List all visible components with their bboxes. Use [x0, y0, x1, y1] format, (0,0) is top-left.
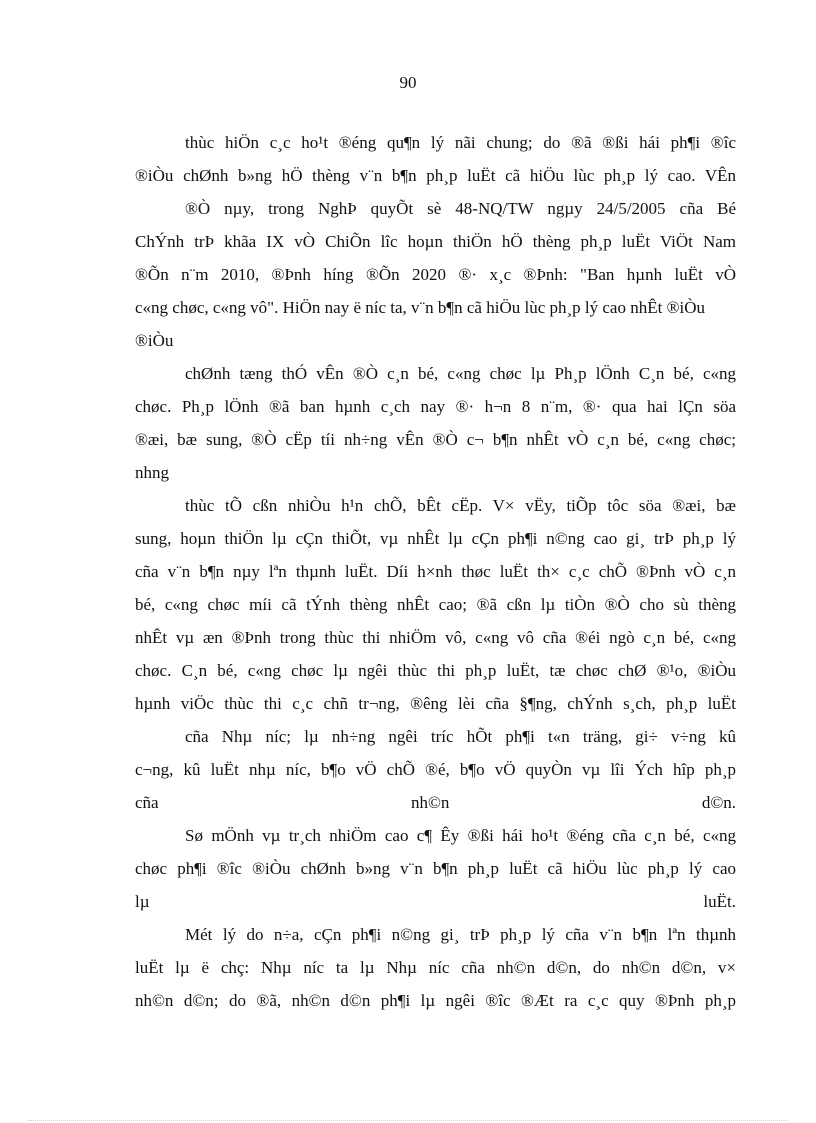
- text-line: ®iÒu chØnh b»ng hÖ thèng v¨n b¶n ph¸p luËt cã hiÖu lùc ph¸p lý cao. VÊn: [135, 166, 736, 185]
- text-line: bé, c«ng chøc míi cã tÝnh thèng nhÊt cao; ®ã cßn lµ tiÒn ®Ò cho sù thèng: [135, 595, 736, 614]
- page-number: 90: [399, 73, 417, 92]
- text-line: chøc. C¸n bé, c«ng chøc lµ ngêi thùc thi ph¸p luËt, tæ chøc chØ ®¹o, ®iÒu: [135, 661, 736, 680]
- text-line: nhng: [135, 463, 169, 482]
- text-line: ChÝnh trÞ khãa IX vÒ ChiÕn lîc hoµn thiÖn hÖ thèng ph¸p luËt ViÖt Nam: [135, 232, 736, 251]
- text-line: cña nh©n d©n.: [135, 793, 736, 812]
- page-bottom-rule: [28, 1120, 788, 1121]
- text-line: thùc tÕ cßn nhiÒu h¹n chÕ, bÊt cËp. V× vËy, tiÕp tôc söa ®æi, bæ: [185, 496, 736, 515]
- text-line: ®iÒu: [135, 331, 174, 350]
- text-line: c«ng chøc, c«ng vô". HiÖn nay ë níc ta, v¨n b¶n cã hiÖu lùc ph¸p lý cao nhÊt ®iÒu: [135, 298, 705, 317]
- text-line: cña v¨n b¶n nµy lªn thµnh luËt. Díi h×nh thøc luËt th× c¸c chÕ ®Þnh vÒ c¸n: [135, 562, 736, 581]
- text-line: nhÊt vµ æn ®Þnh trong thùc thi nhiÖm vô, c«ng vô cña ®éi ngò c¸n bé, c«ng: [135, 628, 736, 647]
- text-line: ®Õn n¨m 2010, ®Þnh híng ®Õn 2020 ®· x¸c ®Þnh: "Ban hµnh luËt vÒ: [135, 265, 736, 284]
- text-line: chøc. Ph¸p lÖnh ®ã ban hµnh c¸ch nay ®· h¬n 8 n¨m, ®· qua hai lÇn söa: [135, 397, 736, 416]
- text-line: sung, hoµn thiÖn lµ cÇn thiÕt, vµ nhÊt lµ cÇn ph¶i n©ng cao gi¸ trÞ ph¸p lý: [135, 529, 736, 548]
- text-line: ®æi, bæ sung, ®Ò cËp tíi nh÷ng vÊn ®Ò c¬ b¶n nhÊt vÒ c¸n bé, c«ng chøc;: [135, 430, 736, 449]
- text-line: luËt lµ ë chç: Nhµ níc ta lµ Nhµ níc cña nh©n d©n, do nh©n d©n, v×: [135, 958, 736, 977]
- text-line: chØnh tæng thÓ vÊn ®Ò c¸n bé, c«ng chøc lµ Ph¸p lÖnh C¸n bé, c«ng: [185, 364, 736, 383]
- text-line: nh©n d©n; do ®ã, nh©n d©n ph¶i lµ ngêi ®îc ®Æt ra c¸c quy ®Þnh ph¸p: [135, 991, 736, 1010]
- text-line: chøc ph¶i ®îc ®iÒu chØnh b»ng v¨n b¶n ph¸p luËt cã hiÖu lùc ph¸p lý cao: [135, 859, 736, 878]
- text-line: ®Ò nµy, trong NghÞ quyÕt sè 48-NQ/TW ngµy 24/5/2005 cña Bé: [185, 199, 736, 218]
- text-line: lµ luËt.: [135, 892, 736, 911]
- text-line: thùc hiÖn c¸c ho¹t ®éng qu¶n lý nãi chung; do ®ã ®ßi hái ph¶i ®îc: [185, 133, 736, 152]
- text-line: cña Nhµ níc; lµ nh÷ng ngêi tríc hÕt ph¶i t«n träng, gi÷ v÷ng kû: [185, 727, 736, 746]
- text-line: Mét lý do n÷a, cÇn ph¶i n©ng gi¸ trÞ ph¸p lý cña v¨n b¶n lªn thµnh: [185, 925, 736, 944]
- text-line: c¬ng, kû luËt nhµ níc, b¶o vÖ chÕ ®é, b¶o vÖ quyÒn vµ lîi Ých hîp ph¸p: [135, 760, 736, 779]
- text-line: hµnh viÖc thùc thi c¸c chñ tr¬ng, ®êng lèi cña §¶ng, chÝnh s¸ch, ph¸p luËt: [135, 694, 736, 713]
- text-line: Sø mÖnh vµ tr¸ch nhiÖm cao c¶ Êy ®ßi hái ho¹t ®éng cña c¸n bé, c«ng: [185, 826, 736, 845]
